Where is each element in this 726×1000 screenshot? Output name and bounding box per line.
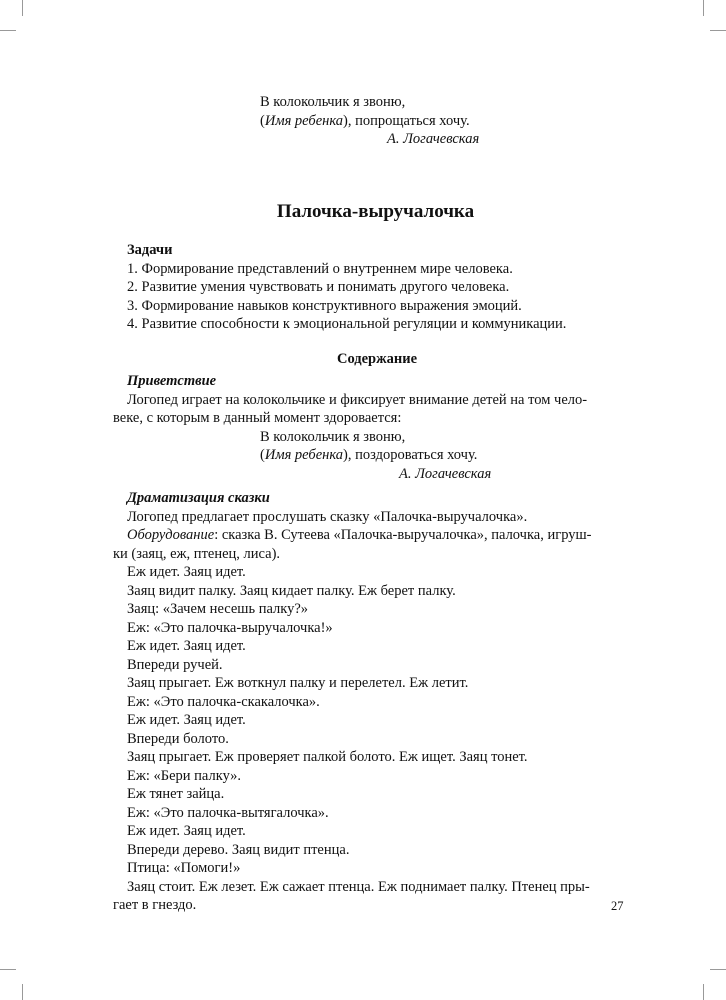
story-line: Заяц прыгает. Еж проверяет палкой болото. Еж ищет. Заяц тонет.	[127, 749, 528, 765]
crop-mark	[710, 30, 726, 31]
story-line: гает в гнездо.	[113, 897, 197, 913]
crop-mark	[0, 969, 16, 970]
crop-mark	[703, 0, 704, 16]
story-line: Еж: «Это палочка-выручалочка!»	[127, 619, 333, 636]
story-line: Птица: «Помоги!»	[127, 860, 241, 876]
dramatization-intro: Логопед предлагает прослушать сказку «Палочка-выручалочка».	[127, 508, 528, 525]
story-line: Еж: «Это палочка-вытягалочка».	[127, 804, 329, 821]
verse-line: (Имя ребенка), попрощаться хочу.	[260, 112, 470, 129]
verse-name-placeholder: Имя ребенка	[264, 447, 344, 463]
story-line: Еж идет. Заяц идет.	[127, 638, 246, 654]
story-line: Заяц стоит. Еж лезет. Еж сажает птенца. Еж поднимает палку. Птенец пры-	[127, 878, 590, 895]
verse-author: А. Логачевская	[399, 465, 492, 482]
verse-line: В колокольчик я звоню,	[260, 428, 406, 445]
crop-mark	[22, 0, 23, 16]
verse-line: В колокольчик я звоню,	[260, 94, 406, 110]
page-body	[113, 93, 627, 915]
story-line: Заяц прыгает. Еж воткнул палку и перелетел. Еж летит.	[127, 675, 469, 691]
equipment-line: ки (заяц, еж, птенец, лиса).	[113, 545, 281, 562]
crop-mark	[0, 30, 16, 31]
story-line: Заяц: «Зачем несешь палку?»	[127, 601, 309, 617]
equipment-line: Оборудование: сказка В. Сутеева «Палочка-выручалочка», палочка, игруш-	[127, 527, 592, 543]
story-line: Впереди болото.	[127, 730, 229, 747]
story-line: Еж идет. Заяц идет.	[127, 712, 246, 728]
dramatization-block	[113, 489, 627, 915]
equipment-label: Оборудование	[127, 527, 215, 543]
story-line: Еж идет. Заяц идет.	[127, 564, 246, 580]
page-number: 27	[611, 899, 624, 913]
story-line: Еж тянет зайца.	[127, 786, 225, 802]
task-item: 3. Формирование навыков конструктивного выражения эмоций.	[127, 297, 522, 314]
crop-mark	[703, 984, 704, 1000]
greeting-block	[113, 372, 627, 483]
greeting-paragraph: веке, с которым в данный момент здоровается:	[113, 410, 402, 426]
story-line: Впереди ручей.	[127, 656, 223, 673]
story-line: Заяц видит палку. Заяц кидает палку. Еж берет палку.	[127, 582, 456, 599]
crop-mark	[710, 969, 726, 970]
task-item: 1. Формирование представлений о внутреннем мире человека.	[127, 260, 513, 277]
content-heading: Содержание	[336, 350, 418, 367]
task-item: 4. Развитие способности к эмоциональной регуляции и коммуникации.	[127, 316, 567, 332]
dramatization-heading: Драматизация сказки	[127, 490, 270, 506]
verse-name-placeholder: Имя ребенка	[264, 112, 344, 129]
greeting-heading: Приветствие	[127, 373, 217, 389]
section-title: Палочка-выручалочка	[276, 200, 475, 222]
verse-line: (Имя ребенка), поздороваться хочу.	[260, 447, 478, 463]
task-item: 2. Развитие умения чувствовать и понимать другого человека.	[127, 279, 510, 295]
tasks-block	[127, 241, 627, 334]
story-line: Еж: «Это палочка-скакалочка».	[127, 693, 320, 710]
story-line: Еж: «Бери палку».	[127, 767, 242, 784]
story-line: Впереди дерево. Заяц видит птенца.	[127, 841, 350, 858]
tasks-heading: Задачи	[127, 242, 173, 258]
verse-author: А. Логачевская	[387, 131, 480, 147]
intro-verse	[127, 93, 627, 149]
greeting-paragraph: Логопед играет на колокольчике и фиксирует внимание детей на том чело-	[127, 391, 588, 408]
crop-mark	[22, 984, 23, 1000]
story-lines	[127, 563, 627, 878]
story-line: Еж идет. Заяц идет.	[127, 823, 246, 839]
